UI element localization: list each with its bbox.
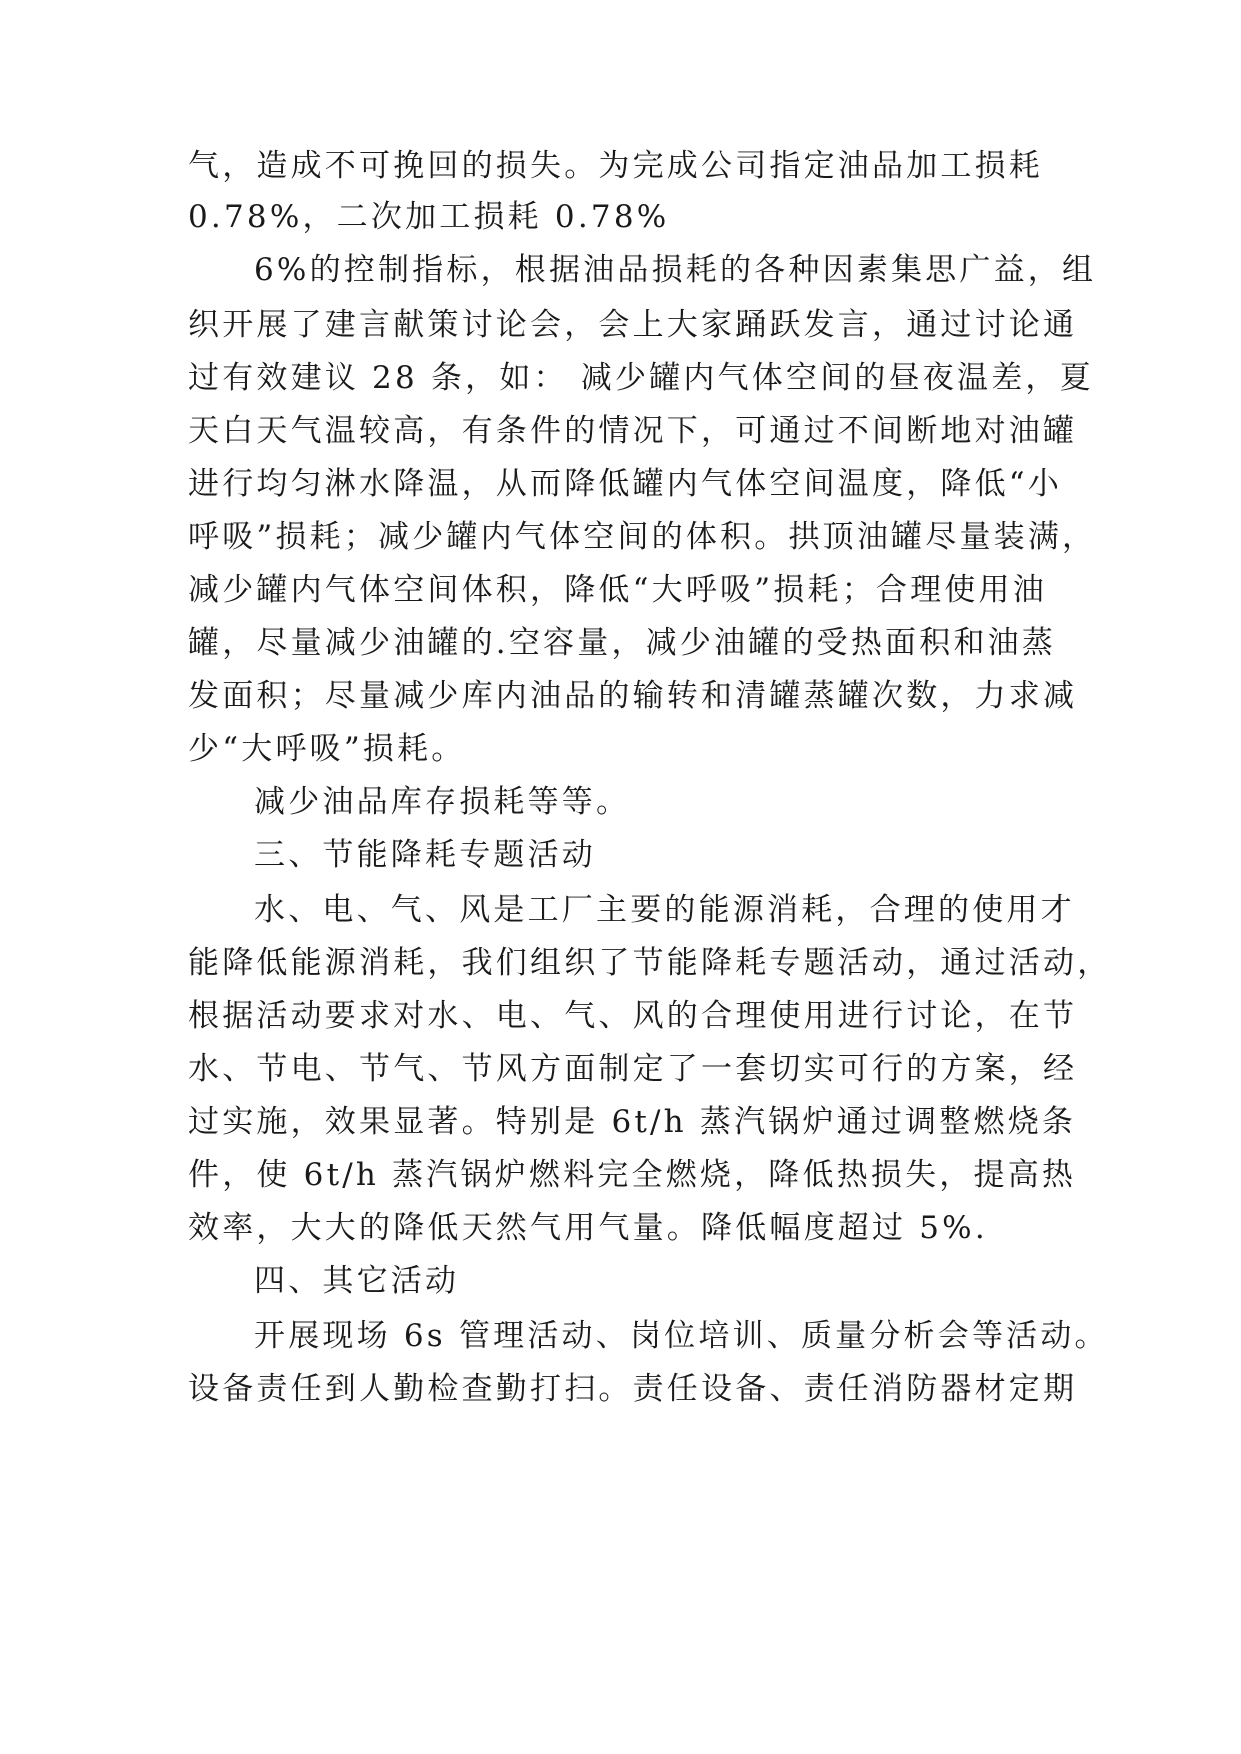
text-line-11: 发面积；尽量减少库内油品的输转和清罐蒸罐次数，力求减: [188, 678, 1078, 714]
text-line-4: 织开展了建言献策讨论会，会上大家踊跃发言，通过讨论通: [188, 307, 1078, 343]
text-line-1: 气，造成不可挽回的损失。为完成公司指定油品加工损耗: [188, 148, 1043, 184]
text-line-3: 6%的控制指标，根据油品损耗的各种因素集思广益，组: [254, 252, 1097, 288]
text-line-8: 呼吸”损耗；减少罐内气体空间的体积。拱顶油罐尽量装满，: [188, 519, 1097, 555]
text-line-24: 设备责任到人勤检查勤打扫。责任设备、责任消防器材定期: [188, 1371, 1078, 1407]
text-line-15: 水、电、气、风是工厂主要的能源消耗，合理的使用才: [254, 892, 1075, 928]
text-line-19: 过实施，效果显著。特别是 6t/h 蒸汽锅炉通过调整燃烧条: [188, 1104, 1077, 1140]
text-line-21: 效率，大大的降低天然气用气量。降低幅度超过 5%.: [188, 1210, 988, 1246]
text-line-9: 减少罐内气体空间体积，降低“大呼吸”损耗；合理使用油: [188, 572, 1047, 608]
text-line-10: 罐，尽量减少油罐的.空容量，减少油罐的受热面积和油蒸: [188, 625, 1057, 661]
text-line-17: 根据活动要求对水、电、气、风的合理使用进行讨论，在节: [188, 998, 1078, 1034]
text-line-16: 能降低能源消耗，我们组织了节能降耗专题活动，通过活动，: [188, 945, 1112, 981]
section-heading-3: 三、节能降耗专题活动: [254, 837, 596, 873]
text-line-13: 减少油品库存损耗等等。: [254, 784, 631, 820]
text-line-6: 天白天气温较高，有条件的情况下，可通过不间断地对油罐: [188, 413, 1078, 449]
text-line-7: 进行均匀淋水降温，从而降低罐内气体空间温度，降低“小: [188, 466, 1063, 502]
text-line-12: 少“大呼吸”损耗。: [188, 731, 466, 767]
text-line-5: 过有效建议 28 条，如： 减少罐内气体空间的昼夜温差，夏: [188, 360, 1094, 396]
text-line-20: 件，使 6t/h 蒸汽锅炉燃料完全燃烧，降低热损失，提高热: [188, 1157, 1077, 1193]
text-line-23: 开展现场 6s 管理活动、岗位培训、质量分析会等活动。: [254, 1318, 1109, 1354]
text-line-18: 水、节电、节气、节风方面制定了一套切实可行的方案，经: [188, 1051, 1078, 1087]
section-heading-4: 四、其它活动: [254, 1263, 460, 1299]
text-line-2: 0.78%，二次加工损耗 0.78%: [188, 199, 670, 235]
